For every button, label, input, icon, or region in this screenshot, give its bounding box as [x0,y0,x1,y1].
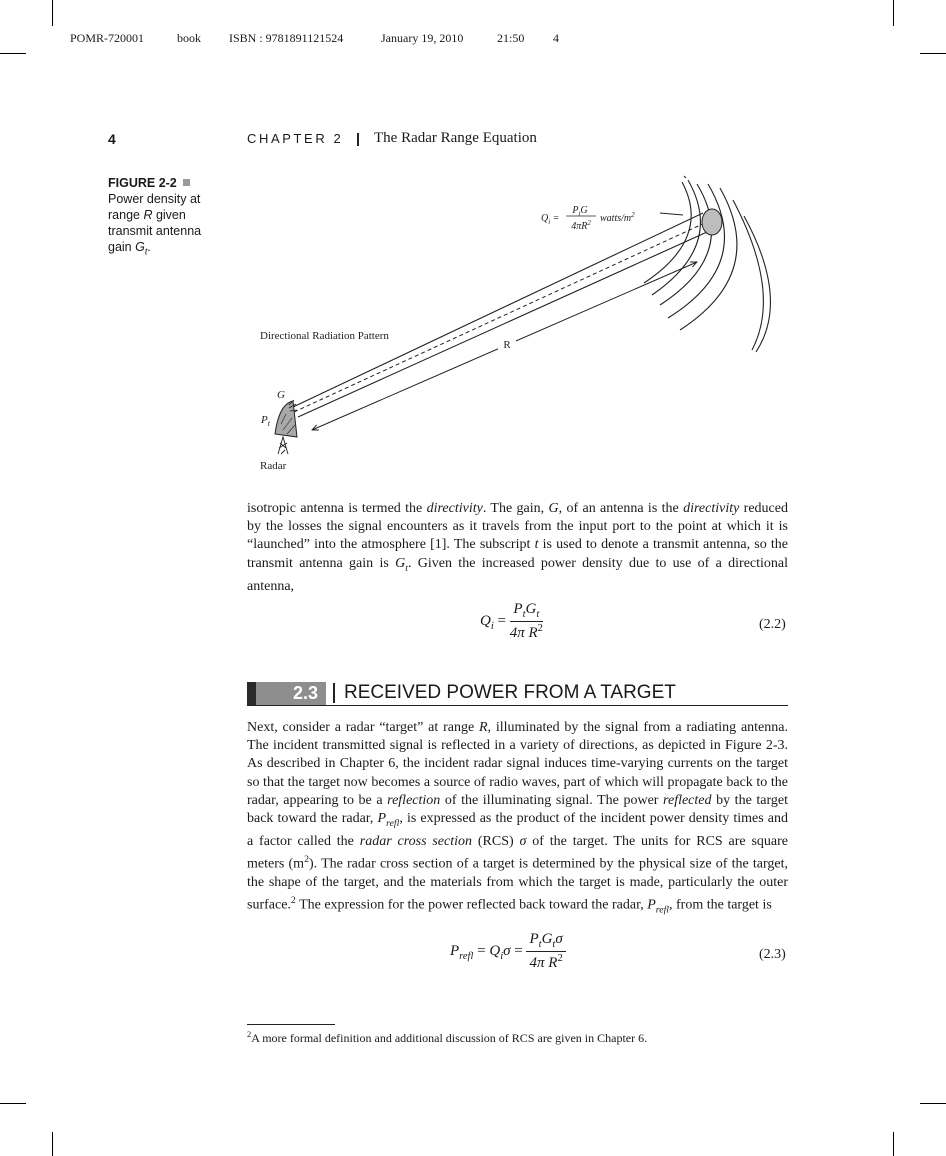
crop-mark [920,1103,946,1104]
slug-type: book [177,31,201,45]
section-rule [247,705,788,706]
crop-mark [893,1132,894,1156]
gain-label: G [277,389,285,401]
radar-label: Radar [260,460,287,472]
slug-isbn: ISBN : 9781891121524 [229,31,344,45]
wavefronts [644,176,770,352]
equation-2-2: $Q_i$ = $\frac{P_tG_t}{4\pi R^2}$ [480,601,543,641]
section-number-bar-edge [247,682,256,705]
paragraph-directivity: isotropic antenna is termed the directivity. The gain, G, of an antenna is the directivity reduced by the losses the signal encounters as it travels from the input port to the point at which it is “launched” into the atmosphere [1]. The subscript t is used to denote a transmit antenna, so the transmit antenna gain is $G_t$. Given the increased power density due to use of a directional antenna, [247,501,789,594]
equation-number-2-2: (2.2) [759,617,786,632]
section-separator [333,683,335,703]
footnote: $^2$A more formal definition and additional discussion of RCS are given in Chapter 6. [247,1030,648,1045]
equation-2-3: $P_{refl} = Q_i\sigma$ = $\frac{P_tG_t\sigma}{4\pi R^2}$ [450,931,566,972]
paragraph-received-power: Next, consider a radar “target” at range R, illuminated by the signal from a radiating antenna. The incident transmitted signal is reflected in a variety of directions, as depicted in Figure 2-3. As described in Chapter 6, the incident radar signal induces time-varying currents on the target so that the target now becomes a source of radio waves, part of which will propagate back to the radar, appearing to be a reflection of the illuminating signal. The power reflected by the target back toward the radar, $P_{refl}$, is expressed as the product of the incident power density times and a factor called the radar cross section (RCS) σ of the target. The units for RCS are square meters $(m^2)$. The radar cross section of a target is determined by the physical size of the target, the shape of the target, and the materials from which the target is made, particularly the outer surface.$^2$ The expression for the power reflected back toward the radar, $P_{refl}$, from the target is [247,720,789,916]
page-number: 4 [108,131,116,147]
leader-line [660,213,683,215]
crop-mark [52,1132,53,1156]
chapter-label: CHAPTER 2 [247,131,344,146]
svg-text:Pt: $P_t$ [261,414,270,428]
power-label: P [261,414,268,426]
svg-text:Qi=: $Q_i$ = [541,213,559,226]
section-number: 2.3 [292,683,318,703]
radar-figure [0,0,946,500]
range-label: R [503,339,511,351]
section-title: RECEIVED POWER FROM A TARGET [344,682,676,703]
figure-label: FIGURE 2-2 [108,176,177,190]
svg-text:4πR2: $4\pi R^2$ [571,219,591,232]
slug-time: 21:50 [497,31,525,45]
chapter-title: The Radar Range Equation [374,130,537,146]
beam-lower-line [298,232,707,417]
footnote-rule [247,1024,335,1025]
target-ellipse [702,209,722,235]
svg-text:PtG: $P_tG$ [572,205,588,218]
slug-code: POMR-720001 [70,31,145,45]
radar-dish-icon [275,400,297,454]
slug-page: 4 [553,31,559,45]
figure-caption: FIGURE 2-2 Power density at range R given transmit antenna gain $G_t$. [108,176,202,257]
pattern-label: Directional Radiation Pattern [260,330,389,342]
equation-number-2-3: (2.3) [759,947,786,962]
svg-text:watts/m2: watts/$m^2$ [600,211,635,224]
crop-mark [0,1103,26,1104]
beam-center-dashed [294,222,707,412]
beam-upper-line [293,213,703,407]
footnote-ref: 2 [290,895,296,907]
slug-date: January 19, 2010 [381,31,464,45]
